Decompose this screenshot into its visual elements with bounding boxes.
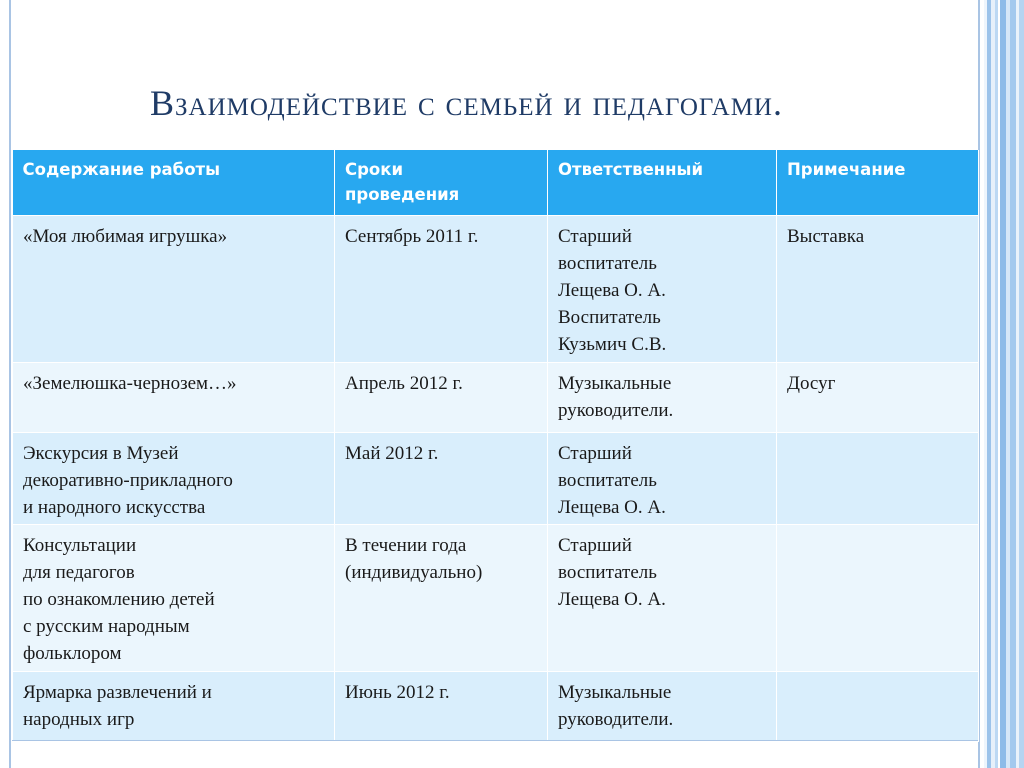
cell-responsible [548, 525, 777, 672]
table-row [13, 216, 979, 363]
slide-frame-left-line [9, 0, 11, 768]
cell-line: по ознакомлению детей [23, 589, 215, 610]
cell-dates [335, 672, 548, 742]
cell-line: Май 2012 г. [345, 443, 439, 464]
cell-line: Лещева О. А. [558, 589, 666, 610]
cell-line: руководители. [558, 709, 674, 730]
cell-line: «Моя любимая игрушка» [23, 226, 228, 247]
cell-dates [335, 525, 548, 672]
cell-line: Апрель 2012 г. [345, 373, 463, 394]
cell-note [777, 525, 979, 672]
cell-note [777, 672, 979, 742]
cell-line: и народного искусства [23, 497, 206, 518]
cell-responsible [548, 672, 777, 742]
table-row [13, 525, 979, 672]
cell-dates [335, 433, 548, 525]
cell-line: для педагогов [23, 562, 135, 583]
cell-dates [335, 216, 548, 363]
header-content-line: Содержание работы [22, 160, 221, 179]
cell-dates [335, 363, 548, 433]
header-note [777, 150, 979, 216]
cell-line: воспитатель [558, 470, 657, 491]
header-responsible-line: Ответственный [558, 160, 704, 179]
cell-line: Досуг [787, 373, 836, 394]
cell-line: Старший [558, 443, 632, 464]
cell-line: Старший [558, 226, 632, 247]
cell-line: Выставка [787, 226, 865, 247]
cell-content [13, 525, 335, 672]
header-dates-line: Сроки [345, 160, 404, 179]
cell-line: народных игр [23, 709, 135, 730]
cell-line: Воспитатель [558, 307, 661, 328]
cell-line: Музыкальные [558, 682, 672, 703]
cell-line: Музыкальные [558, 373, 672, 394]
cell-line: Лещева О. А. [558, 497, 666, 518]
decorative-stripes [984, 0, 1024, 768]
schedule-table [12, 150, 979, 742]
cell-content [13, 672, 335, 742]
cell-line: Старший [558, 535, 632, 556]
table-row [13, 672, 979, 742]
cell-line: (индивидуально) [345, 562, 483, 583]
cell-responsible [548, 433, 777, 525]
cell-line: воспитатель [558, 562, 657, 583]
cell-note [777, 363, 979, 433]
table-header-row [13, 150, 979, 216]
cell-content [13, 216, 335, 363]
cell-line: декоративно-прикладного [23, 470, 233, 491]
cell-line: В течении года [345, 535, 467, 556]
slide-title: Взаимодействие с семьей и педагогами. [150, 83, 783, 123]
cell-line: воспитатель [558, 253, 657, 274]
header-content [13, 150, 335, 216]
cell-responsible [548, 363, 777, 433]
header-note-line: Примечание [787, 160, 906, 179]
cell-line: «Земелюшка-чернозем…» [23, 373, 237, 394]
cell-content [13, 433, 335, 525]
cell-line: Лещева О. А. [558, 280, 666, 301]
header-responsible [548, 150, 777, 216]
cell-note [777, 216, 979, 363]
header-dates [335, 150, 548, 216]
cell-line: с русским народным [23, 616, 190, 637]
header-dates-line: проведения [345, 185, 460, 204]
table-row [13, 363, 979, 433]
cell-line: Июнь 2012 г. [345, 682, 450, 703]
cell-responsible [548, 216, 777, 363]
cell-line: Сентябрь 2011 г. [345, 226, 479, 247]
table-row [13, 433, 979, 525]
cell-line: руководители. [558, 400, 674, 421]
cell-line: фольклором [23, 643, 122, 664]
cell-line: Кузьмич С.В. [558, 334, 667, 355]
cell-line: Экскурсия в Музей [23, 443, 179, 464]
cell-content [13, 363, 335, 433]
cell-line: Ярмарка развлечений и [23, 682, 212, 703]
table-bottom-border [12, 740, 978, 741]
cell-line: Консультации [23, 535, 137, 556]
cell-note [777, 433, 979, 525]
